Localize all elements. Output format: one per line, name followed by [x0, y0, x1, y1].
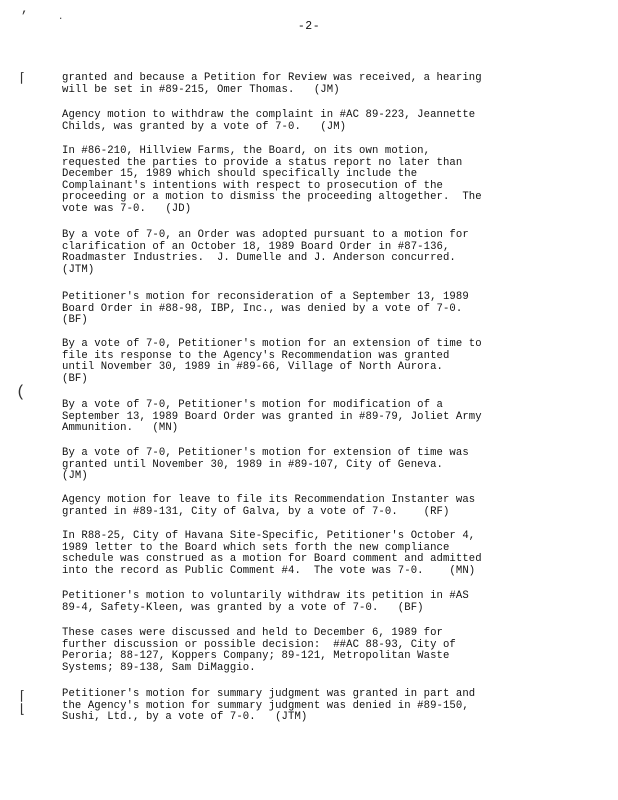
minutes-paragraph	[62, 448, 542, 483]
minutes-paragraph	[62, 400, 542, 435]
paragraph-line: granted and because a Petition for Review was received, a hearing	[62, 72, 482, 84]
paragraph-line: Sushi, Ltd., by a vote of 7-0. (JTM)	[62, 711, 308, 724]
paragraph-line: (JM)	[62, 470, 88, 483]
paragraph-line: schedule was construed as a motion for Board comment and admitted	[62, 553, 482, 566]
paragraph-line: Petitioner's motion for summary judgment was granted in part and	[62, 688, 476, 700]
paragraph-line: In R88-25, City of Havana Site-Specific, Petitioner's October 4,	[62, 530, 476, 542]
paragraph-line: the Agency's motion for summary judgment was denied in #89-150,	[62, 699, 469, 712]
paragraph-line: By a vote of 7-0, Petitioner's motion for extension of time was	[62, 447, 469, 459]
paragraph-line: Agency motion to withdraw the complaint in #AC 89-223, Jeannette	[62, 109, 476, 121]
margin-bracket-3: ⌈	[18, 689, 26, 704]
paragraph-line: By a vote of 7-0, Petitioner's motion for modification of a	[62, 399, 443, 411]
minutes-paragraph	[62, 689, 542, 724]
paragraph-line: vote was 7-0. (JD)	[62, 202, 192, 215]
paragraph-line: By a vote of 7-0, an Order was adopted pursuant to a motion for	[62, 229, 469, 241]
paragraph-line: Agency motion for leave to file its Recommendation Instanter was	[62, 494, 476, 506]
minutes-paragraph	[62, 146, 542, 216]
paragraph-line: file its response to the Agency's Recommendation was granted	[62, 349, 450, 362]
paragraph-line: granted until November 30, 1989 in #89-107, City of Geneva.	[62, 458, 443, 471]
paragraph-line: will be set in #89-215, Omer Thomas. (JM)	[62, 83, 340, 96]
minutes-paragraph	[62, 591, 542, 614]
paragraph-line: further discussion or possible decision: ##AC 88-93, City of	[62, 638, 456, 651]
page-number: -2-	[297, 20, 321, 33]
paragraph-line: Systems; 89-138, Sam DiMaggio.	[62, 661, 256, 674]
paragraph-line: Roadmaster Industries. J. Dumelle and J. Anderson concurred.	[62, 252, 456, 265]
paragraph-line: until November 30, 1989 in #89-66, Village of North Aurora.	[62, 361, 443, 374]
paragraph-line: (JTM)	[62, 263, 95, 276]
minutes-paragraph	[62, 628, 542, 674]
minutes-paragraph	[62, 495, 542, 518]
paragraph-line: In #86-210, Hillview Farms, the Board, on its own motion,	[62, 145, 431, 157]
scan-mark-top-2: ·	[58, 14, 64, 24]
paragraph-line: Petitioner's motion to voluntarily withdraw its petition in #AS	[62, 590, 469, 602]
paragraph-line: into the record as Public Comment #4. The vote was 7-0. (MN)	[62, 564, 476, 577]
minutes-paragraph	[62, 292, 542, 327]
paragraph-line: granted in #89-131, City of Galva, by a vote of 7-0. (RF)	[62, 505, 450, 518]
minutes-paragraph	[62, 531, 542, 577]
paragraph-line: (BF)	[62, 372, 88, 385]
paragraph-line: (BF)	[62, 314, 88, 327]
paragraph-line: Peroria; 88-127, Koppers Company; 89-121, Metropolitan Waste	[62, 650, 450, 663]
minutes-paragraph	[62, 73, 542, 96]
paragraph-line: proceeding or a motion to dismiss the proceeding altogether. The	[62, 191, 482, 204]
paragraph-line: Board Order in #88-98, IBP, Inc., was denied by a vote of 7-0.	[62, 302, 463, 315]
paragraph-line: By a vote of 7-0, Petitioner's motion for an extension of time to	[62, 338, 482, 350]
paragraph-line: Complainant's intentions with respect to prosecution of the	[62, 179, 443, 192]
paragraph-line: 89-4, Safety-Kleen, was granted by a vote of 7-0. (BF)	[62, 601, 424, 614]
paragraph-line: requested the parties to provide a status report no later than	[62, 156, 463, 169]
scan-mark-top: ’	[20, 9, 28, 24]
paragraph-line: December 15, 1989 which should specifically include the	[62, 168, 418, 181]
margin-bracket-2: (	[16, 383, 26, 401]
minutes-paragraph	[62, 230, 542, 276]
minutes-paragraph	[62, 110, 542, 133]
paragraph-line: clarification of an October 18, 1989 Board Order in #87-136,	[62, 240, 450, 253]
minutes-paragraph	[62, 339, 542, 385]
paragraph-line: These cases were discussed and held to December 6, 1989 for	[62, 627, 443, 639]
paragraph-line: Petitioner's motion for reconsideration of a September 13, 1989	[62, 291, 469, 303]
paragraph-line: September 13, 1989 Board Order was granted in #89-79, Joliet Army	[62, 410, 482, 423]
paragraph-line: 1989 letter to the Board which sets forth the new compliance	[62, 541, 450, 554]
margin-bracket-4: ⌊	[18, 702, 26, 717]
paragraph-line: Ammunition. (MN)	[62, 422, 179, 435]
margin-bracket-1: ⌈	[18, 71, 26, 86]
paragraph-line: Childs, was granted by a vote of 7-0. (JM)	[62, 120, 347, 133]
